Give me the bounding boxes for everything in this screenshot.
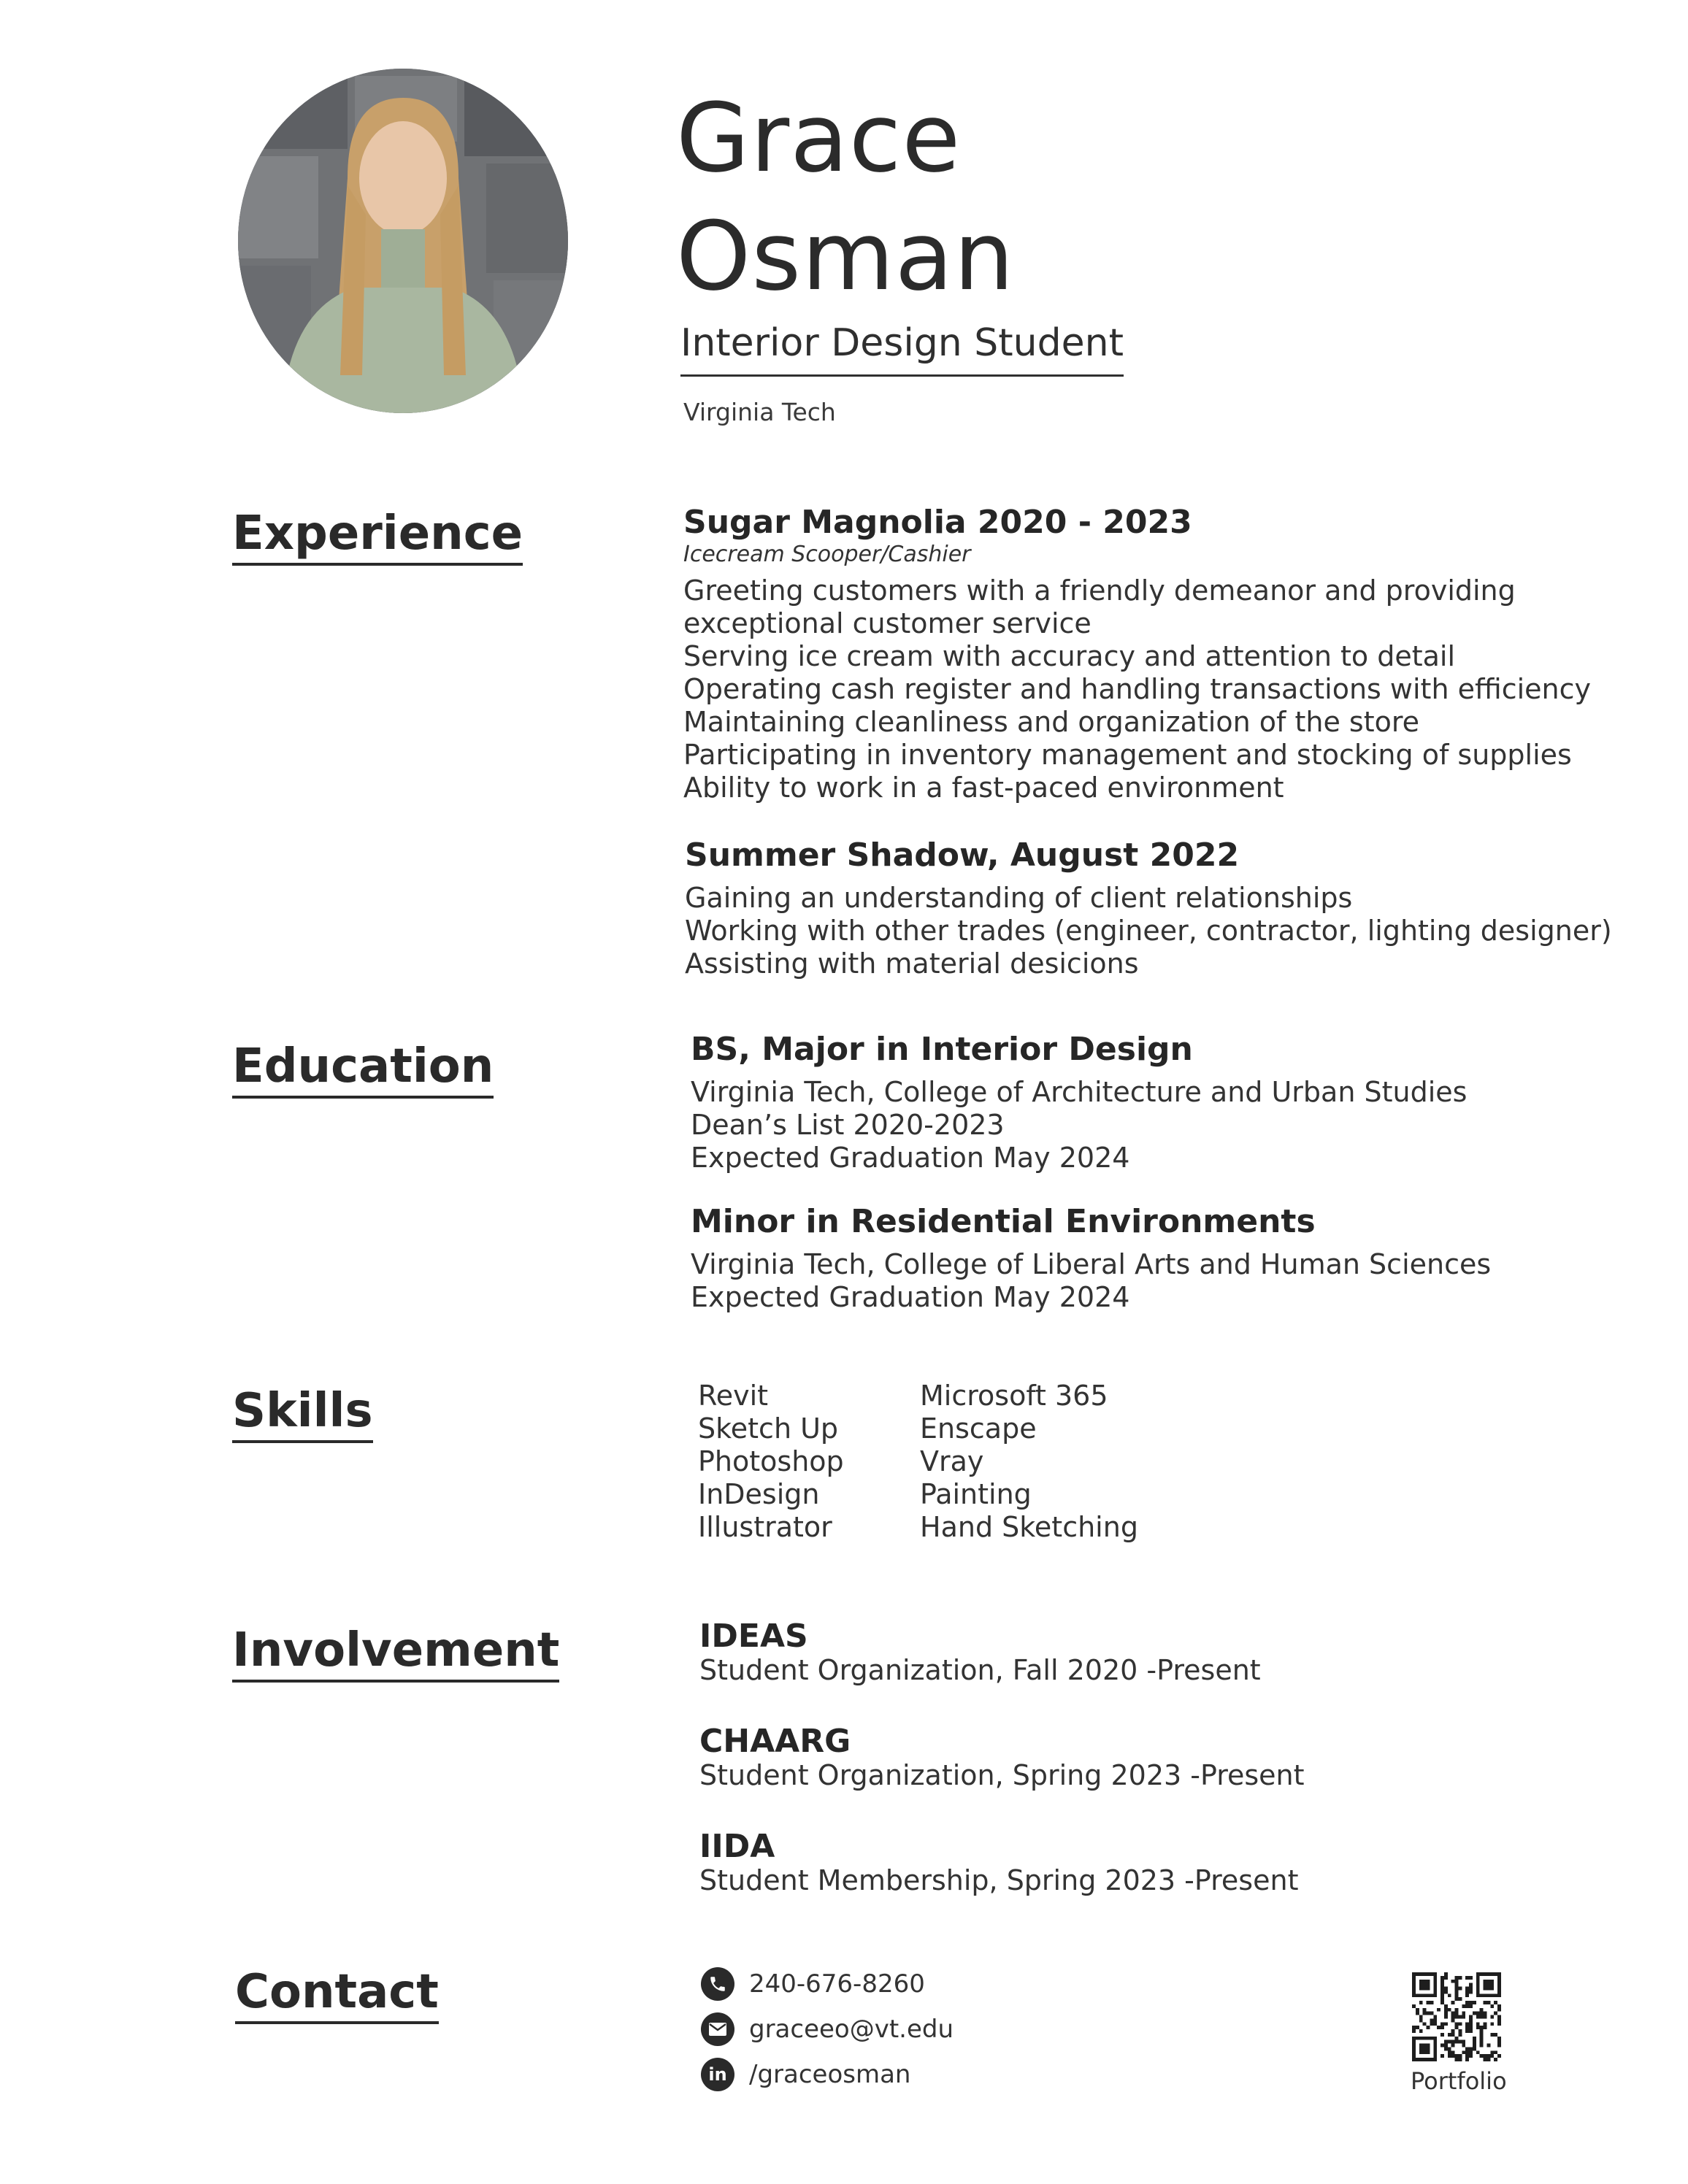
detail-line: Serving ice cream with accuracy and attention to detail — [683, 640, 1456, 673]
education-entry — [691, 1032, 1467, 1174]
detail-line: Gaining an understanding of client relationships — [685, 882, 1353, 915]
skill-item: Microsoft 365 — [920, 1380, 1108, 1412]
qr-code-graphic — [1412, 1972, 1501, 2061]
mail-icon — [701, 2012, 734, 2046]
linkedin-icon: in — [701, 2058, 734, 2091]
entry-details — [683, 574, 1591, 804]
section-title-involvement: Involvement — [232, 1626, 559, 1683]
last-name: Osman — [676, 201, 1015, 312]
skill-item: Revit — [698, 1380, 769, 1412]
contact-phone[interactable] — [701, 1966, 925, 2002]
skill-item: Vray — [920, 1445, 984, 1477]
experience-entry — [683, 505, 1591, 804]
org-detail: Student Organization, Fall 2020 -Present — [699, 1654, 1261, 1687]
org-detail: Student Organization, Spring 2023 -Present — [699, 1759, 1305, 1792]
section-title-contact: Contact — [235, 1968, 439, 2024]
qr-caption: Portfolio — [1411, 2067, 1507, 2095]
involvement-entry — [699, 1619, 1261, 1687]
skill-item: Enscape — [920, 1412, 1037, 1445]
profile-photo-illustration — [238, 69, 568, 413]
skills-list-right — [920, 1380, 1138, 1544]
entry-details — [691, 1076, 1467, 1174]
detail-line: Virginia Tech, College of Architecture and Urban Studies — [691, 1076, 1468, 1109]
skill-item: InDesign — [698, 1478, 820, 1510]
detail-line: Expected Graduation May 2024 — [691, 1281, 1130, 1314]
detail-line: Expected Graduation May 2024 — [691, 1142, 1130, 1174]
skills-list-left — [698, 1380, 844, 1544]
entry-title: Sugar Magnolia 2020 - 2023 — [683, 504, 1192, 541]
detail-line: Participating in inventory management and stocking of supplies — [683, 739, 1572, 772]
portfolio-qr-code[interactable] — [1412, 1972, 1501, 2061]
entry-title: Summer Shadow, August 2022 — [685, 837, 1240, 874]
school-name: Virginia Tech — [683, 398, 836, 426]
section-title-skills: Skills — [232, 1387, 373, 1443]
entry-title: BS, Major in Interior Design — [691, 1031, 1193, 1068]
skill-item: Illustrator — [698, 1511, 832, 1543]
detail-line: Ability to work in a fast-paced environment — [683, 772, 1284, 804]
experience-entry — [685, 838, 1612, 980]
profile-photo — [238, 69, 568, 413]
detail-line: Assisting with material desicions — [685, 947, 1139, 980]
skill-item: Photoshop — [698, 1445, 844, 1477]
detail-line: Greeting customers with a friendly demeanor and providing — [683, 574, 1516, 607]
section-title-education: Education — [232, 1042, 494, 1099]
phone-number[interactable]: 240-676-8260 — [749, 1969, 925, 1999]
entry-subtitle: Icecream Scooper/Cashier — [683, 542, 971, 568]
detail-line: Operating cash register and handling transactions with efficiency — [683, 673, 1592, 706]
detail-line: Working with other trades (engineer, contractor, lighting designer) — [685, 915, 1612, 947]
detail-line: Maintaining cleanliness and organization of the store — [683, 706, 1420, 739]
org-name: IIDA — [699, 1828, 775, 1865]
skill-item: Sketch Up — [698, 1412, 839, 1445]
org-name: IDEAS — [699, 1618, 808, 1655]
detail-line: Virginia Tech, College of Liberal Arts and Human Sciences — [691, 1248, 1492, 1281]
contact-email[interactable] — [701, 2012, 954, 2047]
skill-item: Painting — [920, 1478, 1032, 1510]
phone-icon — [701, 1967, 734, 2001]
involvement-entry — [699, 1829, 1298, 1897]
entry-details — [685, 882, 1612, 980]
skill-item: Hand Sketching — [920, 1511, 1138, 1543]
role-title: Interior Design Student — [680, 323, 1124, 377]
detail-line: exceptional customer service — [683, 607, 1092, 640]
first-name: Grace — [676, 82, 962, 193]
detail-line: Dean’s List 2020-2023 — [691, 1109, 1005, 1142]
email-address[interactable]: graceeo@vt.edu — [749, 2015, 954, 2044]
contact-linkedin[interactable] — [701, 2057, 910, 2092]
entry-details — [691, 1248, 1491, 1314]
org-name: CHAARG — [699, 1723, 851, 1760]
education-entry — [691, 1204, 1491, 1314]
linkedin-handle[interactable]: /graceosman — [749, 2060, 911, 2089]
section-title-experience: Experience — [232, 510, 523, 566]
entry-title: Minor in Residential Environments — [691, 1203, 1316, 1240]
org-detail: Student Membership, Spring 2023 -Present — [699, 1864, 1299, 1897]
involvement-entry — [699, 1724, 1305, 1792]
